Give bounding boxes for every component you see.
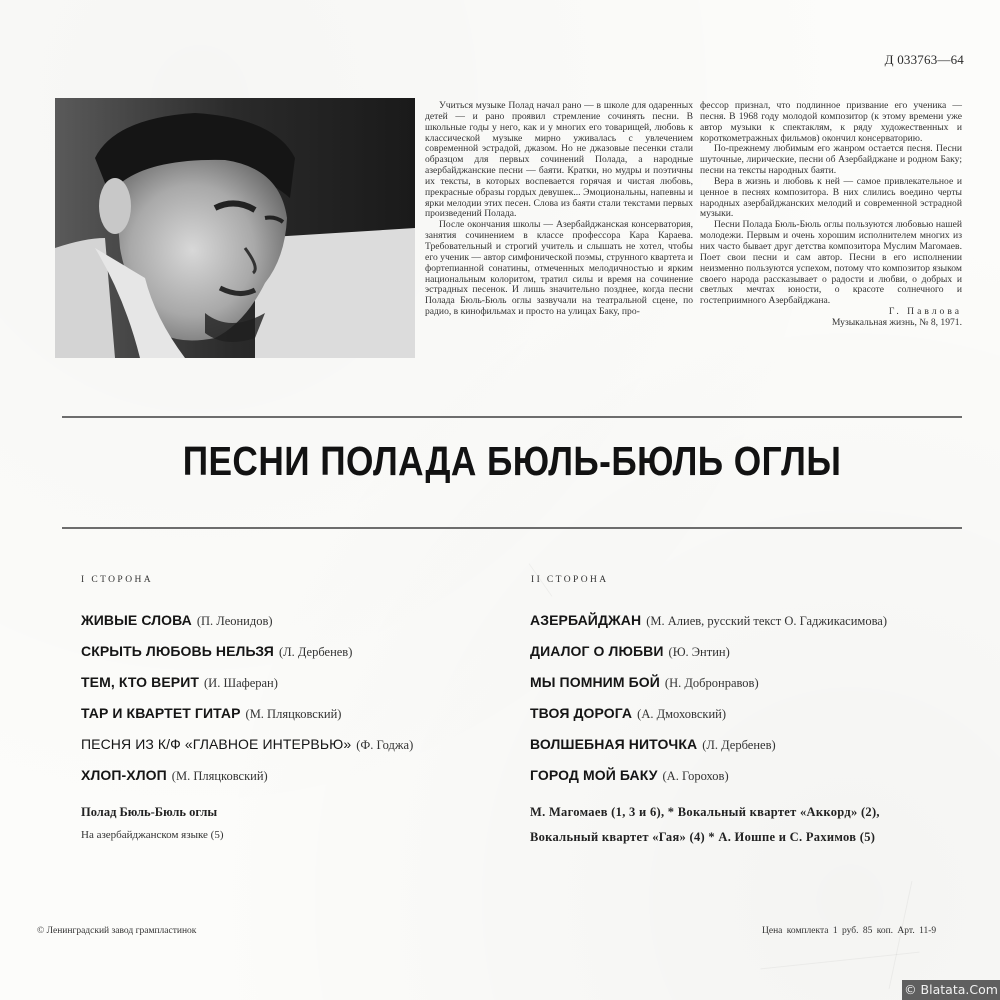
track-item — [81, 734, 413, 765]
site-watermark: © Blatata.Com — [902, 980, 1000, 1000]
track-title: МЫ ПОМНИМ БОЙ — [530, 674, 660, 690]
track-item — [530, 641, 887, 672]
track-item — [530, 672, 887, 703]
track-author: (М. Пляцковский) — [171, 769, 268, 783]
track-author: (Ю. Энтин) — [668, 645, 730, 659]
side-2-tracklist — [530, 610, 887, 796]
article-author: Г. Павлова — [888, 306, 962, 318]
artist-photo — [55, 98, 415, 358]
track-author: (М. Алиев, русский текст О. Гаджикасимова) — [646, 614, 888, 628]
track-author: (П. Леонидов) — [196, 614, 273, 628]
bio-paragraph: Учиться музыке Полад начал рано — в школе для одаренных детей — и рано проявил стремление сочинять песни. В школьные годы у него, как и у многих его товарищей, любовь к классической музыке мирно уживалась с увлечением современной эстрадой, джазом. Но не джазовые песенки стали образцом для первых сочинений Полада, а народные азербайджанские песни — баяти. Кратки, но мудры и поэтичны их тексты, в которых воспевается горячая и чистая любовь, прекрасные образы гордых девушек... Эмоциональны, напевны и ярки мелодии этих песен. Слова из баяти стали текстами первых произведений Полада. — [425, 100, 693, 220]
track-item — [81, 765, 413, 796]
publisher-copyright: © Ленинградский завод грампластинок — [37, 926, 197, 936]
track-author: (А. Дмоховский) — [637, 707, 726, 721]
track-title: ТАР И КВАРТЕТ ГИТАР — [81, 705, 241, 721]
track-title: ТВОЯ ДОРОГА — [530, 705, 633, 721]
bio-paragraph: Вера в жизнь и любовь к ней — самое привлекательное и ценное в песнях композитора. В них слились воедино черты народных азербайджанских мелодий и современной эстрадной музыки. — [700, 175, 962, 220]
portrait-image — [55, 98, 415, 358]
biography-column-2 — [700, 101, 962, 329]
title-rule-top — [62, 416, 962, 418]
track-title: ХЛОП-ХЛОП — [81, 767, 167, 783]
track-title: ЖИВЫЕ СЛОВА — [81, 612, 192, 628]
bio-paragraph: фессор признал, что подлинное призвание его ученика — песня. В 1968 году молодой композитор (к этому времени уже автор музыки к спектаклям, к ряду художественных и короткометражных фильмов) окончил консерваторию. — [700, 100, 962, 144]
side-1-performer-note: На азербайджанском языке (5) — [81, 829, 224, 841]
track-item — [81, 610, 413, 641]
track-author: (Л. Дербенев) — [278, 645, 353, 659]
biography-column-1 — [425, 101, 693, 318]
catalog-number: Д 033763—64 — [884, 52, 964, 67]
track-item — [81, 672, 413, 703]
track-title: ТЕМ, КТО ВЕРИТ — [81, 674, 200, 690]
bio-paragraph: После окончания школы — Азербайджанская консерватория, занятия сочинением в классе профессора Кара Караева. Требовательный и строгий учитель и слышать не хотел, чтобы его ученик — автор симфонической поэмы, струнного квартета и фортепианной сонатины, отмеченных мелодичностью и ярким национальным колоритом, тратил силы и время на сочинение эстрадных песенок. И лишь значительно позднее, когда песни Полада Бюль-Бюль оглы зазвучали на театральной сцене, по радио, в кинофильмах и просто на улицах Баку, про- — [425, 219, 693, 318]
side-1-tracklist — [81, 610, 413, 796]
track-title: АЗЕРБАЙДЖАН — [530, 612, 642, 628]
track-title: ПЕСНЯ ИЗ К/Ф «ГЛАВНОЕ ИНТЕРВЬЮ» — [81, 736, 352, 752]
track-item — [530, 765, 887, 796]
track-author: (Л. Дербенев) — [702, 738, 776, 752]
title-rule-bottom — [62, 527, 962, 529]
bio-paragraph: Песни Полада Бюль-Бюль оглы пользуются любовью нашей молодежи. Первым и очень хорошим исполнителем многих из них часто бывает друг детства композитора Муслим Магомаев. Поет свои песни и сам автор. Песни в его исполнении неизменно пользуются успехом, потому что композитор языком своего народа рассказывает о радости и любви, о добрых и светлых мечтах юности, о красоте солнечного и гостеприимного Азербайджана. — [700, 219, 962, 307]
track-item — [530, 734, 887, 765]
track-item — [530, 610, 887, 641]
side-2-performers-line-1: М. Магомаев (1, 3 и 6), * Вокальный квартет «Аккорд» (2), — [530, 805, 880, 819]
track-author: (Ф. Годжа) — [356, 738, 414, 752]
track-author: (И. Шаферан) — [204, 676, 278, 690]
track-title: СКРЫТЬ ЛЮБОВЬ НЕЛЬЗЯ — [81, 643, 274, 659]
track-author: (М. Пляцковский) — [245, 707, 342, 721]
bio-paragraph: По-прежнему любимым его жанром остается песня. Песни шуточные, лирические, песни об Азербайджане и родном Баку; песни на тексты народных баяти. — [700, 143, 962, 177]
side-1-performer: Полад Бюль-Бюль оглы — [81, 805, 218, 819]
track-item — [81, 641, 413, 672]
track-author: (А. Горохов) — [662, 769, 729, 783]
side-2-performers-line-2: Вокальный квартет «Гая» (4) * А. Иошпе и С. Рахимов (5) — [530, 830, 876, 844]
track-title: ДИАЛОГ О ЛЮБВИ — [530, 643, 664, 659]
album-title: ПЕСНИ ПОЛАДА БЮЛЬ-БЮЛЬ ОГЛЫ — [182, 438, 842, 484]
article-source: Музыкальная жизнь, № 8, 1971. — [831, 316, 962, 328]
track-item — [530, 703, 887, 734]
track-title: ВОЛШЕБНАЯ НИТОЧКА — [530, 736, 698, 752]
side-1-label: I СТОРОНА — [81, 575, 153, 585]
side-2-label: II СТОРОНА — [531, 575, 609, 585]
price-info: Цена комплекта 1 руб. 85 коп. Арт. 11-9 — [762, 926, 937, 936]
track-author: (Н. Добронравов) — [664, 676, 759, 690]
track-title: ГОРОД МОЙ БАКУ — [530, 767, 658, 783]
track-item — [81, 703, 413, 734]
